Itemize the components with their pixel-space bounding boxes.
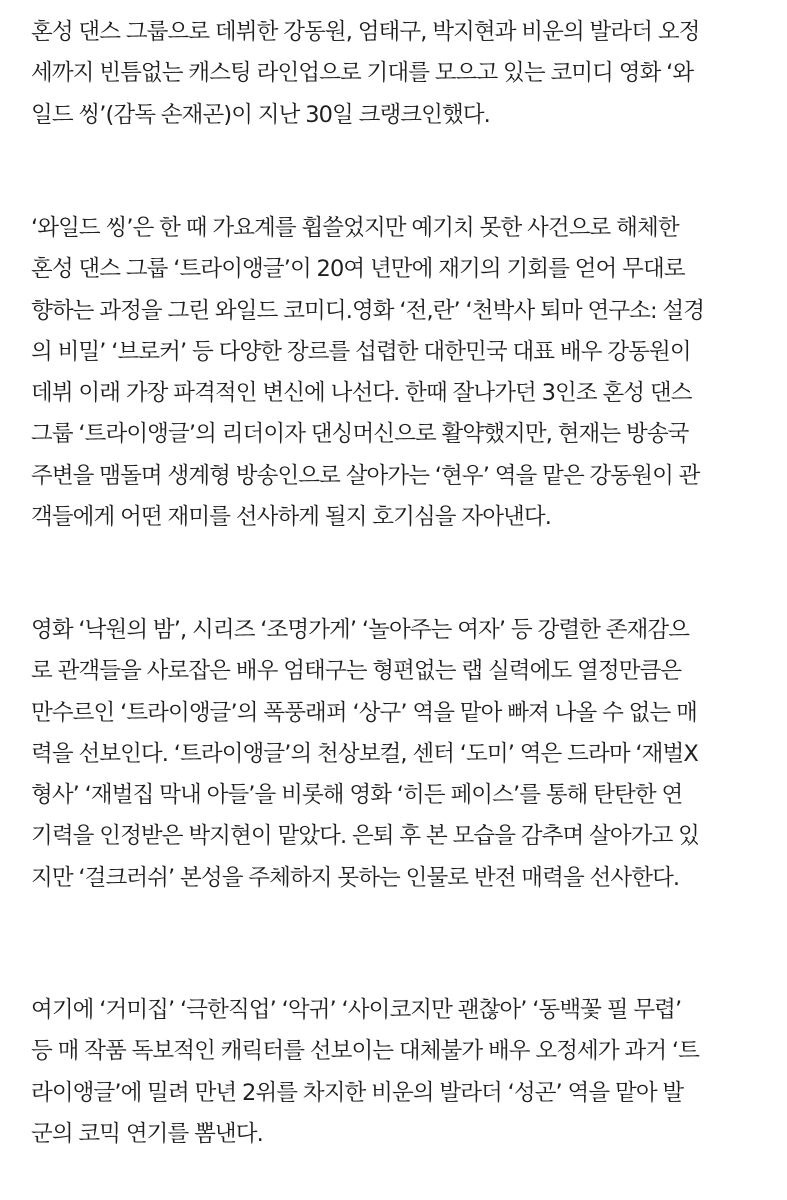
text-line: 객들에게 어떤 재미를 선사하게 될지 호기심을 자아낸다.	[31, 504, 551, 531]
text-line: 주변을 맴돌며 생계형 방송인으로 살아가는 ‘현우’ 역을 맡은 강동원이 관	[31, 462, 700, 489]
text-line: 등 매 작품 독보적인 캐릭터를 선보이는 대체불가 배우 오정세가 과거 ‘트	[31, 1038, 699, 1065]
text-line: 라이앵글’에 밀려 만년 2위를 차지한 비운의 발라더 ‘성곤’ 역을 맡아 발	[31, 1079, 684, 1106]
paragraph-4	[31, 990, 699, 1155]
text-line: 력을 선보인다. ‘트라이앵글’의 천상보컬, 센터 ‘도미’ 역은 드라마 ‘재벌X	[31, 740, 698, 767]
text-line: 기력을 인정받은 박지현이 맡았다. 은퇴 후 본 모습을 감추며 살아가고 있	[31, 823, 699, 850]
paragraph-1	[31, 12, 700, 136]
paragraph-2	[31, 208, 704, 538]
text-line: 혼성 댄스 그룹으로 데뷔한 강동원, 엄태구, 박지현과 비운의 발라더 오정	[31, 19, 700, 45]
text-line: 향하는 과정을 그린 와일드 코미디.영화 ‘전,란’ ‘천박사 퇴마 연구소: 설경	[31, 297, 705, 324]
text-line: ‘와일드 씽’은 한 때 가요계를 휩쓸었지만 예기치 못한 사건으로 해체한	[31, 215, 679, 241]
text-line: 여기에 ‘거미집’ ‘극한직업’ ‘악귀’ ‘사이코지만 괜찮아’ ‘동백꽃 필 무렵’	[31, 997, 682, 1023]
text-line: 데뷔 이래 가장 파격적인 변신에 나선다. 한때 잘나가던 3인조 혼성 댄스	[31, 380, 692, 407]
text-line: 형사’ ‘재벌집 막내 아들’을 비롯해 영화 ‘히든 페이스’를 통해 탄탄한 연	[31, 782, 683, 809]
text-line: 의 비밀’ ‘브로커’ 등 다양한 장르를 섭렵한 대한민국 대표 배우 강동원이	[31, 338, 691, 365]
text-line: 영화 ‘낙원의 밤’, 시리즈 ‘조명가게’ ‘놀아주는 여자’ 등 강렬한 존재감으	[31, 617, 690, 643]
text-line: 로 관객들을 사로잡은 배우 엄태구는 형편없는 랩 실력에도 열정만큼은	[31, 658, 682, 685]
text-line: 만수르인 ‘트라이앵글’의 폭풍래퍼 ‘상구’ 역을 맡아 빠져 나올 수 없는 매	[31, 699, 697, 726]
text-line: 일드 씽’(감독 손재곤)이 지난 30일 크랭크인했다.	[31, 101, 490, 128]
text-line: 군의 코믹 연기를 뽐낸다.	[31, 1120, 263, 1147]
text-line: 혼성 댄스 그룹 ‘트라이앵글’이 20여 년만에 재기의 기회를 얻어 무대로	[31, 256, 685, 283]
paragraph-3	[31, 610, 699, 899]
text-line: 지만 ‘걸크러쉬’ 본성을 주체하지 못하는 인물로 반전 매력을 선사한다.	[31, 864, 680, 891]
text-line: 세까지 빈틈없는 캐스팅 라인업으로 기대를 모으고 있는 코미디 영화 ‘와	[31, 60, 694, 87]
text-line: 그룹 ‘트라이앵글’의 리더이자 댄싱머신으로 활약했지만, 현재는 방송국	[31, 421, 689, 448]
